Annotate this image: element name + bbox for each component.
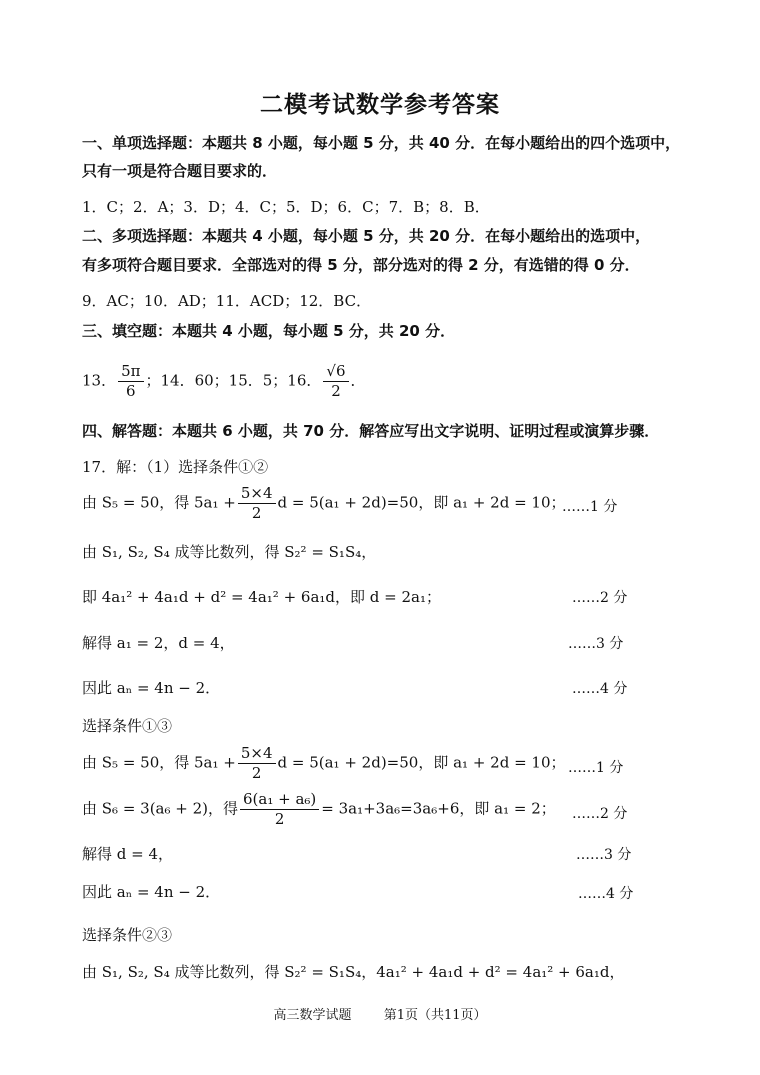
- choice13-line2: [82, 790, 556, 829]
- choice13-score3: ……3 分: [576, 847, 632, 863]
- page-title: 二模考试数学参考答案: [260, 92, 500, 118]
- choice12-line1-post: d = 5(a₁ + 2d)=50，即 a₁ + 2d = 10；: [277, 493, 566, 512]
- choice12-line1: [82, 484, 566, 523]
- choice12-fraction: [238, 484, 276, 523]
- q13-numerator: 5π: [118, 362, 143, 382]
- section1-header-line1: 一、单项选择题：本题共 8 小题，每小题 5 分，共 40 分．在每小题给出的四个选项中，: [82, 134, 681, 152]
- footer-subject: 高三数学试题: [273, 1008, 352, 1023]
- section2-header-line1: 二、多项选择题：本题共 4 小题，每小题 5 分，共 20 分．在每小题给出的选项中，: [82, 227, 651, 245]
- choice13-line1-post: d = 5(a₁ + 2d)=50，即 a₁ + 2d = 10；: [277, 753, 566, 772]
- section3-answers: [82, 362, 366, 401]
- section2-header-line2: 有多项符合题目要求．全部选对的得 5 分，部分选对的得 2 分，有选错的得 0 分．: [82, 256, 640, 274]
- choice13-fraction1: [238, 744, 276, 783]
- choice13-line2-post: = 3a₁+3a₆=3a₆+6，即 a₁ = 2；: [321, 799, 556, 818]
- section3-end: ．: [350, 371, 366, 390]
- choice12-line5: 因此 aₙ = 4n − 2．: [82, 679, 221, 697]
- choice13-line3: 解得 d = 4，: [82, 845, 174, 863]
- choice13-score2: ……2 分: [572, 806, 628, 822]
- choice23-header: 选择条件②③: [82, 926, 173, 944]
- q13-label: 13．: [82, 371, 117, 390]
- q16-numerator: √6: [323, 362, 348, 382]
- choice13-line4: 因此 aₙ = 4n − 2．: [82, 883, 221, 901]
- page-footer: [0, 1004, 760, 1023]
- choice12-line4: 解得 a₁ = 2，d = 4，: [82, 634, 235, 652]
- q16-denominator: 2: [331, 381, 341, 400]
- q14-q16-text: ；14．60；15．5；16．: [145, 371, 322, 390]
- choice12-line2: 由 S₁, S₂, S₄ 成等比数列，得 S₂² = S₁S₄，: [82, 543, 377, 561]
- choice13-frac2-den: 2: [274, 809, 285, 828]
- choice13-score1: ……1 分: [568, 760, 624, 776]
- choice13-fraction2: [240, 790, 319, 829]
- choice13-frac1-num: 5×4: [238, 744, 276, 764]
- q13-fraction: [118, 362, 143, 401]
- choice12-score2: ……2 分: [572, 590, 628, 606]
- choice12-frac-num: 5×4: [238, 484, 276, 504]
- q17-intro: 17．解：（1）选择条件①②: [82, 458, 269, 476]
- choice13-frac2-num: 6(a₁ + a₆): [240, 790, 319, 810]
- section2-answers: 9．AC；10．AD；11．ACD；12．BC．: [82, 292, 372, 310]
- choice13-line1-pre: 由 S₅ = 50，得 5a₁ +: [82, 753, 236, 772]
- choice12-score3: ……3 分: [568, 636, 624, 652]
- choice12-line1-pre: 由 S₅ = 50，得 5a₁ +: [82, 493, 236, 512]
- section1-answers: 1．C；2．A；3．D；4．C；5．D；6．C；7．B；8．B．: [82, 198, 490, 216]
- choice12-frac-den: 2: [251, 503, 262, 522]
- section3-header: 三、填空题：本题共 4 小题，每小题 5 分，共 20 分．: [82, 322, 456, 340]
- choice13-score4: ……4 分: [578, 886, 634, 902]
- q16-fraction: [323, 362, 348, 401]
- choice13-header: 选择条件①③: [82, 717, 173, 735]
- choice12-line3: 即 4a₁² + 4a₁d + d² = 4a₁² + 6a₁d，即 d = 2a₁；: [82, 588, 442, 606]
- choice12-score1: ……1 分: [562, 499, 618, 515]
- section1-header-line2: 只有一项是符合题目要求的．: [82, 162, 278, 180]
- choice23-line1: 由 S₁, S₂, S₄ 成等比数列，得 S₂² = S₁S₄，4a₁² + 4a₁d + d² = 4a₁² + 6a₁d，: [82, 963, 625, 981]
- footer-page-number: 第1页（共11页）: [383, 1008, 487, 1023]
- choice13-line1: [82, 744, 566, 783]
- choice13-frac1-den: 2: [251, 763, 262, 782]
- choice12-score4: ……4 分: [572, 681, 628, 697]
- section4-header: 四、解答题：本题共 6 小题，共 70 分．解答应写出文字说明、证明过程或演算步骤．: [82, 422, 660, 440]
- q13-denominator: 6: [126, 381, 136, 400]
- choice13-line2-pre: 由 S₆ = 3(a₆ + 2)，得: [82, 799, 239, 818]
